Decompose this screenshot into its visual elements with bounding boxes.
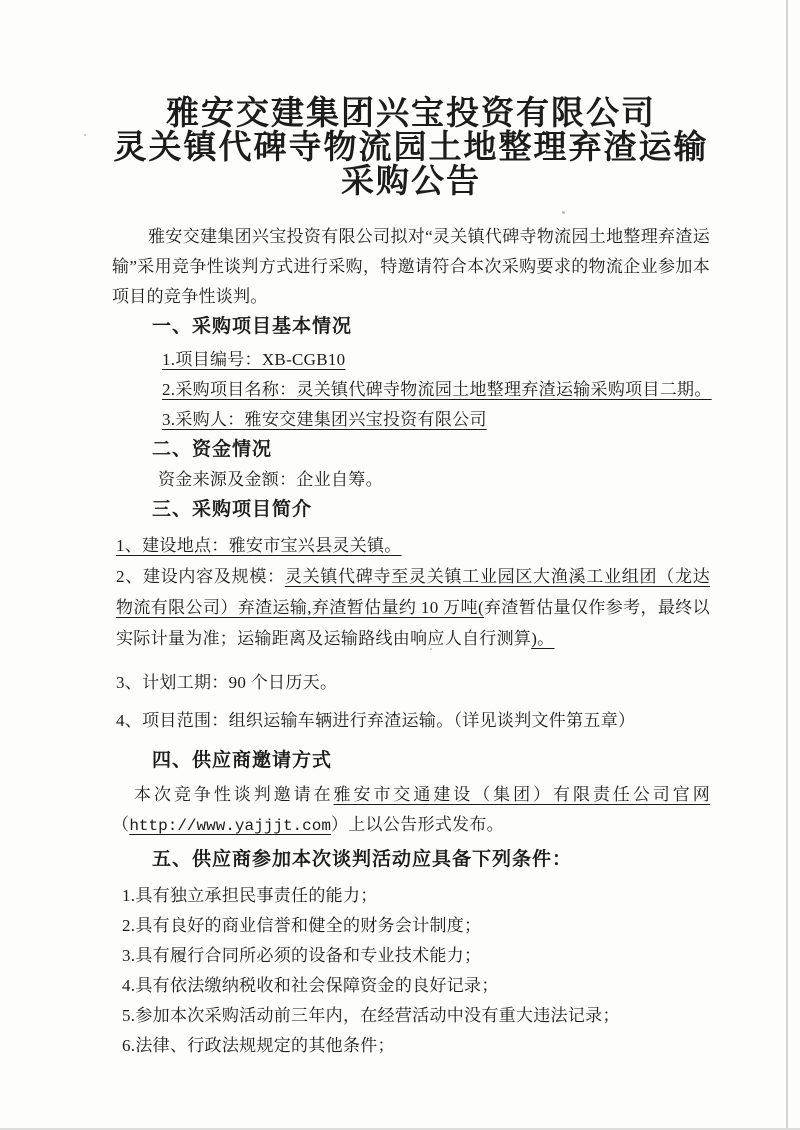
title-line-1: 雅安交建集团兴宝投资有限公司 bbox=[166, 96, 656, 132]
website-name-underlined: 雅安市交通建设（集团）有限责任公司官网 bbox=[333, 785, 711, 804]
project-name-text: 2.采购项目名称：灵关镇代碑寺物流园土地整理弃渣运输采购项目二期。 bbox=[162, 380, 712, 399]
condition-item-4: 4.具有依法缴纳税收和社会保障资金的良好记录； bbox=[122, 976, 499, 995]
invitation-prefix: 本次竞争性谈判邀请在 bbox=[134, 785, 334, 804]
website-url: http://www.yajjjt.com bbox=[129, 817, 331, 835]
condition-item-2: 2.具有良好的商业信誉和健全的财务会计制度； bbox=[122, 916, 482, 935]
invitation-paragraph bbox=[112, 780, 710, 841]
paren-open: （ bbox=[112, 815, 130, 834]
condition-item-1: 1.具有独立承担民事责任的能力； bbox=[122, 886, 378, 905]
section-3-heading: 三、采购项目简介 bbox=[152, 499, 313, 520]
scan-speck bbox=[84, 134, 86, 136]
scan-speck bbox=[430, 648, 432, 650]
section-5-heading: 五、供应商参加本次谈判活动应具备下列条件： bbox=[152, 849, 573, 870]
construction-content-label: 2、建设内容及规模： bbox=[116, 567, 285, 586]
document-content bbox=[112, 0, 710, 1061]
title-line-3: 采购公告 bbox=[341, 164, 481, 200]
section-1-heading: 一、采购项目基本情况 bbox=[152, 316, 353, 337]
title-line-2: 灵关镇代碑寺物流园土地整理弃渣运输 bbox=[113, 130, 709, 166]
section-2-heading: 二、资金情况 bbox=[152, 439, 273, 460]
construction-site-text: 1、建设地点：雅安市宝兴县灵关镇。 bbox=[116, 536, 402, 555]
construction-content-underlined: 灵关镇代碑寺至灵关镇工业园区大渔溪工业组团（龙达物流有限公司）弃渣运输,弃渣暂估量约 10 万吨( bbox=[116, 567, 711, 617]
scan-edge-right bbox=[786, 0, 788, 1130]
intro-paragraph: 雅安交建集团兴宝投资有限公司拟对“灵关镇代碑寺物流园土地整理弃渣运输”采用竞争性谈判方式进行采购，特邀请符合本次采购要求的物流企业参加本项目的竞争性谈判。 bbox=[112, 227, 710, 306]
funding-source-line: 资金来源及金额：企业自筹。 bbox=[158, 470, 383, 489]
scan-speck bbox=[562, 211, 565, 214]
purchaser-text: 3.采购人：雅安交建集团兴宝投资有限公司 bbox=[162, 410, 487, 429]
project-scope-item: 4、项目范围：组织运输车辆进行弃渣运输。（详见谈判文件第五章） bbox=[116, 711, 636, 730]
section-4-heading: 四、供应商邀请方式 bbox=[152, 750, 333, 771]
page-title bbox=[112, 0, 710, 199]
construction-site-item bbox=[116, 531, 710, 561]
construction-period-item: 3、计划工期：90 个日历天。 bbox=[116, 673, 338, 692]
construction-content-note: 弃渣暂估量仅作参考，最终以实际计量为准；运输距离及运输路线由响应人自行测算 bbox=[116, 598, 710, 648]
construction-content-item bbox=[116, 561, 710, 654]
invitation-suffix: ）上以公告形式发布。 bbox=[330, 815, 504, 834]
construction-content-underlined-end: )。 bbox=[531, 629, 555, 648]
condition-item-3: 3.具有履行合同所必须的设备和专业技术能力； bbox=[122, 946, 482, 965]
project-name-item bbox=[162, 375, 710, 405]
condition-item-6: 6.法律、行政法规规定的其他条件； bbox=[122, 1036, 395, 1055]
project-number-text: 1.项目编号：XB-CGB10 bbox=[162, 350, 346, 369]
purchaser-item bbox=[162, 405, 710, 435]
project-number-item bbox=[162, 345, 710, 375]
condition-item-5: 5.参加本次采购活动前三年内，在经营活动中没有重大违法记录； bbox=[122, 1006, 620, 1025]
